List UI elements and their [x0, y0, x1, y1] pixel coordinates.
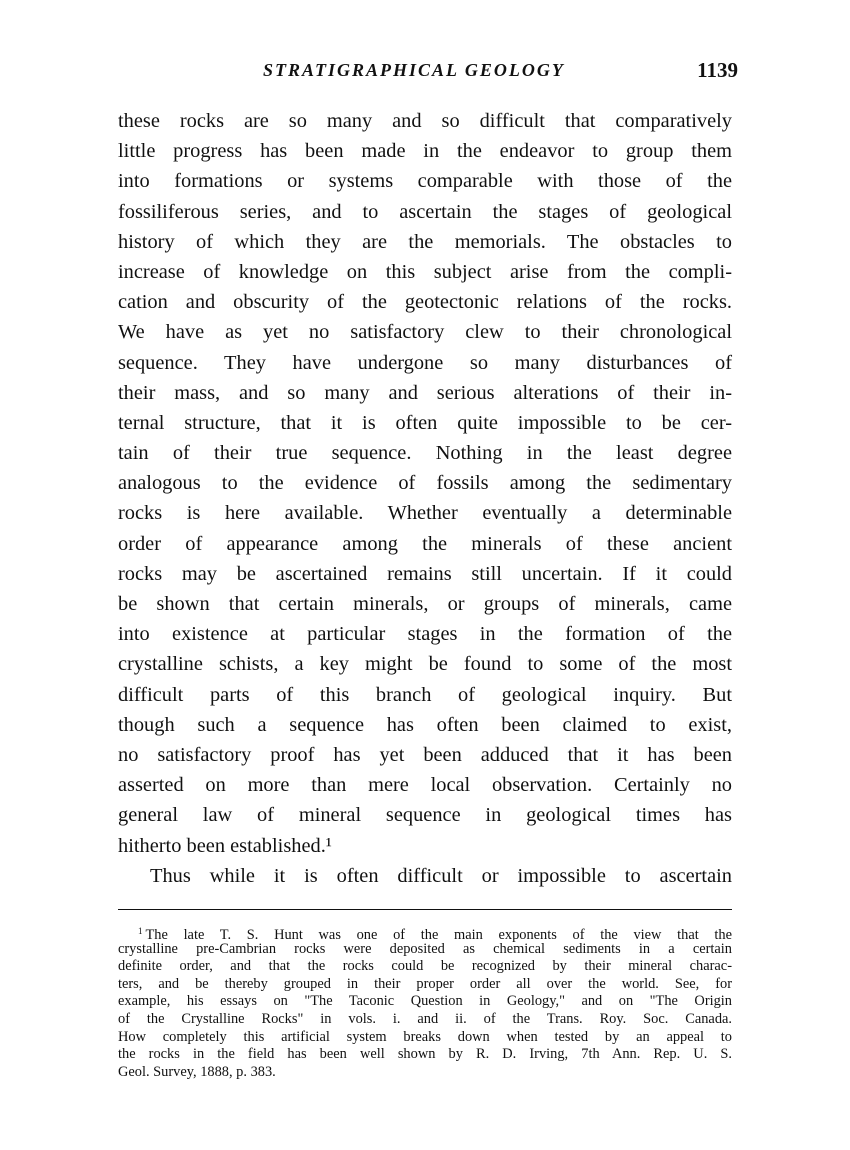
footnote-line: How completely this artificial system breaks down when tested by an appeal to	[118, 1028, 732, 1045]
footnote	[118, 923, 732, 1081]
text-line: these rocks are so many and so difficult that comparatively	[118, 110, 732, 132]
text-line: analogous to the evidence of fossils among the sedimentary	[118, 472, 732, 495]
footnote-line: example, his essays on "The Taconic Question in Geology," and on "The Origin	[118, 993, 732, 1010]
footnote-line: definite order, and that the rocks could be recognized by their mineral charac-	[118, 958, 732, 975]
text-line: asserted on more than mere local observation. Certainly no	[118, 774, 732, 797]
text-line: into formations or systems comparable with those of the	[118, 170, 732, 193]
text-line: cation and obscurity of the geotectonic relations of the rocks.	[118, 291, 732, 314]
text-line: into existence at particular stages in the formation of the	[118, 623, 732, 646]
text-line: increase of knowledge on this subject arise from the compli-	[118, 260, 732, 283]
text-line: rocks is here available. Whether eventually a determinable	[118, 502, 732, 525]
text-line: crystalline schists, a key might be found to some of the most	[118, 653, 732, 676]
footnote-line: the rocks in the field has been well shown by R. D. Irving, 7th Ann. Rep. U. S.	[118, 1046, 732, 1063]
text-line: their mass, and so many and serious alterations of their in-	[118, 381, 732, 404]
text-line: sequence. They have undergone so many disturbances of	[118, 351, 732, 374]
text-line: fossiliferous series, and to ascertain the stages of geological	[118, 200, 732, 223]
text-line: rocks may be ascertained remains still uncertain. If it could	[118, 562, 732, 585]
text-line: order of appearance among the minerals of these ancient	[118, 532, 732, 555]
footnote-line: Geol. Survey, 1888, p. 383.	[118, 1063, 276, 1080]
page-number: 1139	[697, 58, 738, 82]
text-line: hitherto been established.¹	[118, 834, 332, 857]
text-line: tain of their true sequence. Nothing in the least degree	[118, 442, 732, 465]
text-line: general law of mineral sequence in geological times has	[118, 804, 732, 827]
running-header	[118, 60, 738, 90]
footnote-line: of the Crystalline Rocks" in vols. i. and ii. of the Trans. Roy. Soc. Canada.	[118, 1010, 732, 1027]
text-line: though such a sequence has often been claimed to exist,	[118, 713, 732, 736]
text-line: be shown that certain minerals, or groups of minerals, came	[118, 593, 732, 615]
footnote-line: ters, and be thereby grouped in their proper order all over the world. See, for	[118, 975, 732, 992]
footnote-rule	[118, 909, 732, 910]
text-line: little progress has been made in the endeavor to group them	[118, 140, 732, 163]
running-title: STRATIGRAPHICAL GEOLOGY	[263, 60, 565, 80]
text-line: Thus while it is often difficult or impossible to ascertain	[150, 864, 732, 887]
text-line: We have as yet no satisfactory clew to their chronological	[118, 321, 732, 344]
footnote-line	[118, 923, 732, 941]
text-line: no satisfactory proof has yet been adduced that it has been	[118, 743, 732, 766]
text-line: difficult parts of this branch of geological inquiry. But	[118, 683, 732, 706]
footnote-line: crystalline pre-Cambrian rocks were deposited as chemical sediments in a certain	[118, 940, 732, 957]
footnote-marker: 1	[138, 926, 143, 936]
text-line: history of which they are the memorials. The obstacles to	[118, 230, 732, 253]
footnote-line-text: The late T. S. Hunt was one of the main exponents of the view that the	[145, 927, 732, 943]
body-text	[118, 106, 732, 891]
text-line: ternal structure, that it is often quite impossible to be cer-	[118, 411, 732, 434]
